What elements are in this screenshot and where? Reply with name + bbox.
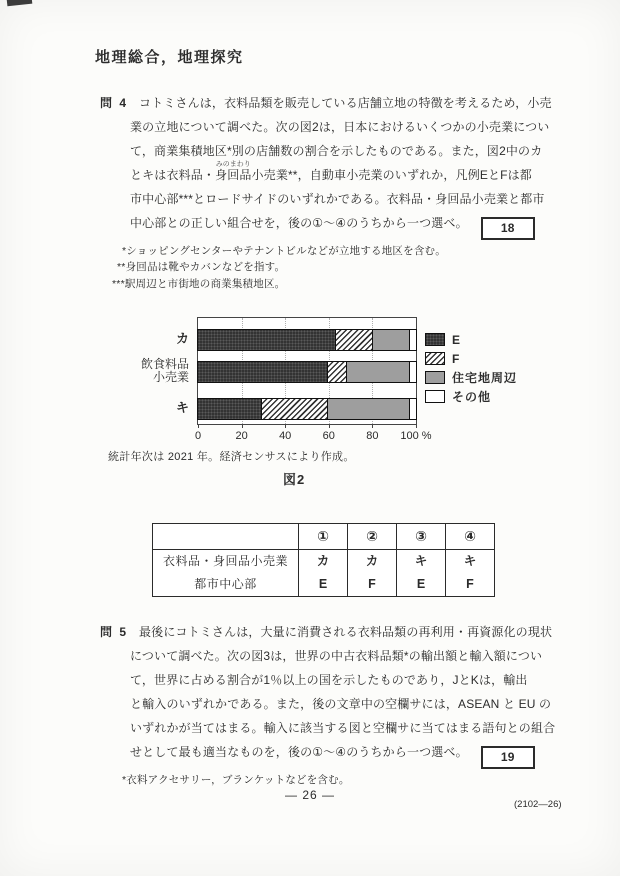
question-text-line: について調べた。次の図3は，世界の中古衣料品類*の輸出額と輸入額につい xyxy=(130,649,543,663)
axis-tick-label-80: 80 xyxy=(366,430,379,442)
bar-キ xyxy=(197,398,417,420)
category-label-カ: カ xyxy=(175,331,189,346)
figure2-chart xyxy=(140,315,560,455)
figure2-caption: 図2 xyxy=(283,472,306,487)
question-text-line: 市中心部***とロードサイドのいずれかである。衣料品・身回品小売業と都市 xyxy=(130,192,545,206)
segment-E xyxy=(198,330,335,350)
legend-item-E xyxy=(425,333,517,346)
footnote: ***駅周辺と市街地の商業集積地区。 xyxy=(112,277,286,290)
table-header-row xyxy=(153,524,495,550)
question-text-line: いずれかが当てはまる。輸入に該当する図と空欄サに当てはまる語句との組合 xyxy=(130,721,556,735)
chart-legend xyxy=(425,333,517,409)
legend-item-F xyxy=(425,352,517,365)
row-labels-cell xyxy=(153,550,299,597)
legend-swatch-F xyxy=(425,352,445,365)
question-text-line: て，商業集積地区*別の店舗数の割合を示したものである。また，図2中のカ xyxy=(130,144,543,158)
legend-swatch-その他 xyxy=(425,390,445,403)
question-text: せとして最も適当なものを，後の①～④のうちから一つ選べ。 xyxy=(130,745,468,759)
footnote: *衣料アクセサリー，ブランケットなどを含む。 xyxy=(122,773,350,786)
question-text-line xyxy=(100,211,570,240)
segment-E xyxy=(198,362,327,382)
page-title: 地理総合，地理探究 xyxy=(95,49,244,66)
option-1-cell: カ E xyxy=(299,550,348,597)
segment-その他 xyxy=(409,330,416,350)
question-text: 中心部との正しい組合せを，後の①～④のうちから一つ選べ。 xyxy=(130,216,468,230)
category-label-キ: キ xyxy=(175,400,189,415)
axis-tick-label-60: 60 xyxy=(322,430,335,442)
segment-F xyxy=(261,399,326,419)
furigana: みのまわり xyxy=(215,161,251,168)
segment-その他 xyxy=(409,399,416,419)
answer-options-table xyxy=(152,523,495,597)
axis-tick-40 xyxy=(285,424,286,428)
question-text-line xyxy=(100,163,570,187)
row-label-citycenter: 都市中心部 xyxy=(194,577,257,591)
bar-飲食料品小売業 xyxy=(197,361,417,383)
footnote: **身回品は靴やカバンなどを指す。 xyxy=(117,261,286,273)
answer-number-box-19: 19 xyxy=(481,746,535,769)
table-corner-cell xyxy=(153,524,299,550)
question-text-line: 業の立地について調べた。次の図2は，日本におけるいくつかの小売業につい xyxy=(130,120,550,134)
answer-number-box-18: 18 xyxy=(481,217,535,240)
legend-swatch-E xyxy=(425,333,445,346)
segment-E xyxy=(198,399,261,419)
option-header-1: ① xyxy=(299,524,348,550)
segment-住宅地周辺 xyxy=(327,399,410,419)
question-text-line xyxy=(100,740,570,769)
ruby-word xyxy=(215,161,252,182)
legend-item-住宅地周辺 xyxy=(425,371,517,384)
question-text-line: と輸入のいずれかである。また，後の文章中の空欄サには，ASEAN と EU の xyxy=(130,697,552,711)
segment-その他 xyxy=(409,362,416,382)
question-5 xyxy=(100,620,570,788)
bar-カ xyxy=(197,329,417,351)
segment-F xyxy=(327,362,347,382)
legend-label: E xyxy=(452,332,462,347)
axis-tick-20 xyxy=(242,424,243,428)
axis-tick-0 xyxy=(198,424,199,428)
question-5-number: 問 5 xyxy=(100,625,129,639)
question-text: とキは衣料品・ xyxy=(130,168,216,182)
legend-swatch-住宅地周辺 xyxy=(425,371,445,384)
segment-住宅地周辺 xyxy=(372,330,409,350)
question-4 xyxy=(100,91,570,292)
q4-footnotes xyxy=(100,243,570,293)
axis-tick-label-0: 0 xyxy=(194,430,202,442)
option-header-2: ② xyxy=(348,524,397,550)
legend-item-その他 xyxy=(425,390,517,403)
axis-tick-label-20: 20 xyxy=(235,430,248,442)
axis-tick-80 xyxy=(372,424,373,428)
footnote: *ショッピングセンターやテナントビルなどが立地する地区を含む。 xyxy=(122,244,446,257)
chart-source-note: 統計年次は 2021 年。経済センサスにより作成。 xyxy=(108,451,355,463)
question-4-number: 問 4 xyxy=(100,96,129,110)
legend-label: 住宅地周辺 xyxy=(452,371,518,385)
legend-label: その他 xyxy=(452,390,492,404)
axis-tick-100 xyxy=(416,424,417,428)
page-number: — 26 — xyxy=(284,788,335,802)
option-2-cell: カ F xyxy=(348,550,397,597)
row-label-apparel: 衣料品・身回品小売業 xyxy=(162,554,288,568)
axis-tick-label-100: 100 % xyxy=(400,430,432,442)
option-header-4: ④ xyxy=(446,524,495,550)
question-text: コトミさんは，衣料品類を販売している店舗立地の特徴を考えるため，小売 xyxy=(139,96,552,110)
option-header-3: ③ xyxy=(397,524,446,550)
question-text: 最後にコトミさんは，大量に消費される衣料品類の再利用・再資源化の現状 xyxy=(139,625,553,639)
legend-label: F xyxy=(452,351,461,366)
axis-tick-60 xyxy=(329,424,330,428)
segment-住宅地周辺 xyxy=(346,362,409,382)
scan-artifact-mark xyxy=(7,0,33,6)
question-text-line xyxy=(100,620,570,644)
question-text-line: て，世界に占める割合が1％以上の国を示したものであり，JとKは，輸出 xyxy=(130,673,528,687)
question-text-line xyxy=(100,91,570,115)
table-body-row xyxy=(153,550,495,597)
segment-F xyxy=(335,330,372,350)
category-label-飲食料品小売業: 飲食料品 小売業 xyxy=(140,357,189,384)
option-3-cell: キ E xyxy=(397,550,446,597)
option-4-cell: キ F xyxy=(446,550,495,597)
print-code: (2102―26) xyxy=(514,799,562,810)
axis-tick-label-40: 40 xyxy=(279,430,292,442)
question-text: 小売業**，自動車小売業のいずれか，凡例EとFは都 xyxy=(251,168,532,182)
ruby-base: 身回品 xyxy=(215,168,252,182)
chart-plot-area xyxy=(140,317,432,442)
q5-footnotes xyxy=(100,772,570,789)
